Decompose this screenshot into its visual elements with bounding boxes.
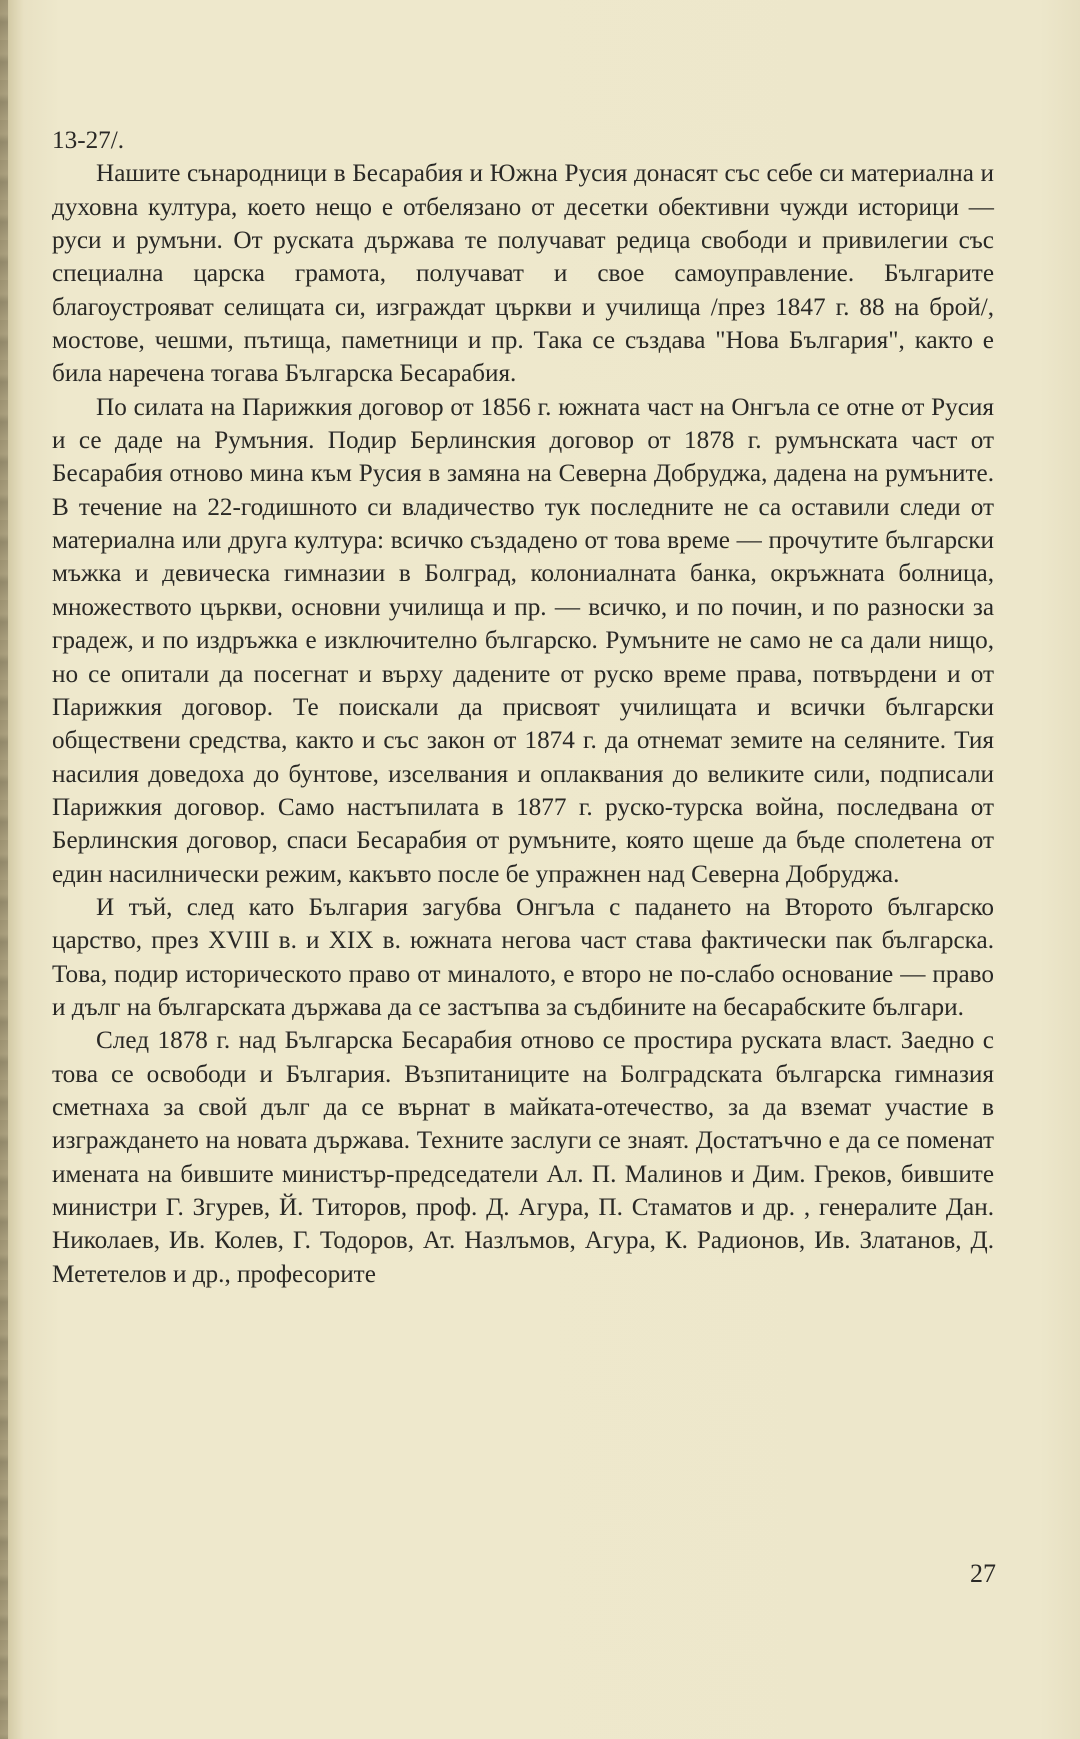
paragraph-1: Нашите сънародници в Бесарабия и Южна Русия донасят със себе си материална и духовна култура, което нещо е отбелязано от десетки обективни чужди историци — руси и румъни. От руската държава те получават редица свободи и привилегии със специална царска грамота, получават и свое самоуправление. Българите благоустрояват селищата си, изграждат църкви и училища /през 1847 г. 88 на брой/, мостове, чешми, пътища, паметници и пр. Така се създава "Нова България", както е била наречена тогава Българска Бесарабия.: [52, 160, 994, 388]
paragraph-4: След 1878 г. над Българска Бесарабия отново се простира руската власт. Заедно с това се освободи и България. Възпитаниците на Болградската българска гимназия сметнаха за свой дълг да се върнат в майката-отечество, за да вземат участие в изграждането на новата държава. Техните заслуги се знаят. Достатъчно е да се поменат имената на бившите министър-председатели Ал. П. Малинов и Дим. Греков, бившите министри Г. Згурев, Й. Титоров, проф. Д. Агура, П. Стаматов и др. , генералите Дан. Николаев, Ив. Колев, Г. Тодоров, Ат. Назлъмов, Агура, К. Радионов, Ив. Златанов, Д. Мететелов и др., професорите: [52, 1027, 994, 1288]
paragraph-2: По силата на Парижкия договор от 1856 г. южната част на Онгъла се отне от Русия и се даде на Румъния. Подир Берлинския договор от 1878 г. румънската част от Бесарабия отново мина към Русия в замяна на Северна Добруджа, дадена на румъните. В течение на 22-годишното си владичество тук последните не са оставили следи от материална или друга култура: всичко създадено от това време — прочутите български мъжка и девическа гимназии в Болград, колониалната банка, окръжната болница, множеството църкви, основни училища и пр. — всичко, и по почин, и по разноски за градеж, и по издръжка е изключително българско. Румъните не само не са дали нищо, но се опитали да посегнат и върху дадените от руско време права, потвърдени и от Парижкия договор. Те поискали да присвоят училищата и всички български обществени средства, както и със закон от 1874 г. да отнемат земите на селяните. Тия насилия доведоха до бунтове, изселвания и оплаквания до великите сили, подписали Парижкия договор. Само настъпилата в 1877 г. руско-турска война, последвана от Берлинския договор, спаси Бесарабия от румъните, която щеше да бъде сполетена от един насилнически режим, какъвто после бе упражнен над Северна Добруджа.: [52, 393, 994, 888]
body-text: [52, 124, 994, 1291]
paragraph-3: И тъй, след като България загубва Онгъла с падането на Второто българско царство, през XVIII в. и XIX в. южната негова част става фактически пак българска. Това, подир историческото право от миналото, е второ не по-слабо основание — право и дълг на българската държава да се застъпва за съдбините на бесарабските българи.: [52, 893, 994, 1021]
continuation-line: 13-27/.: [52, 127, 125, 154]
book-spine-edge: [0, 0, 8, 1739]
page-number: 27: [970, 1559, 996, 1588]
